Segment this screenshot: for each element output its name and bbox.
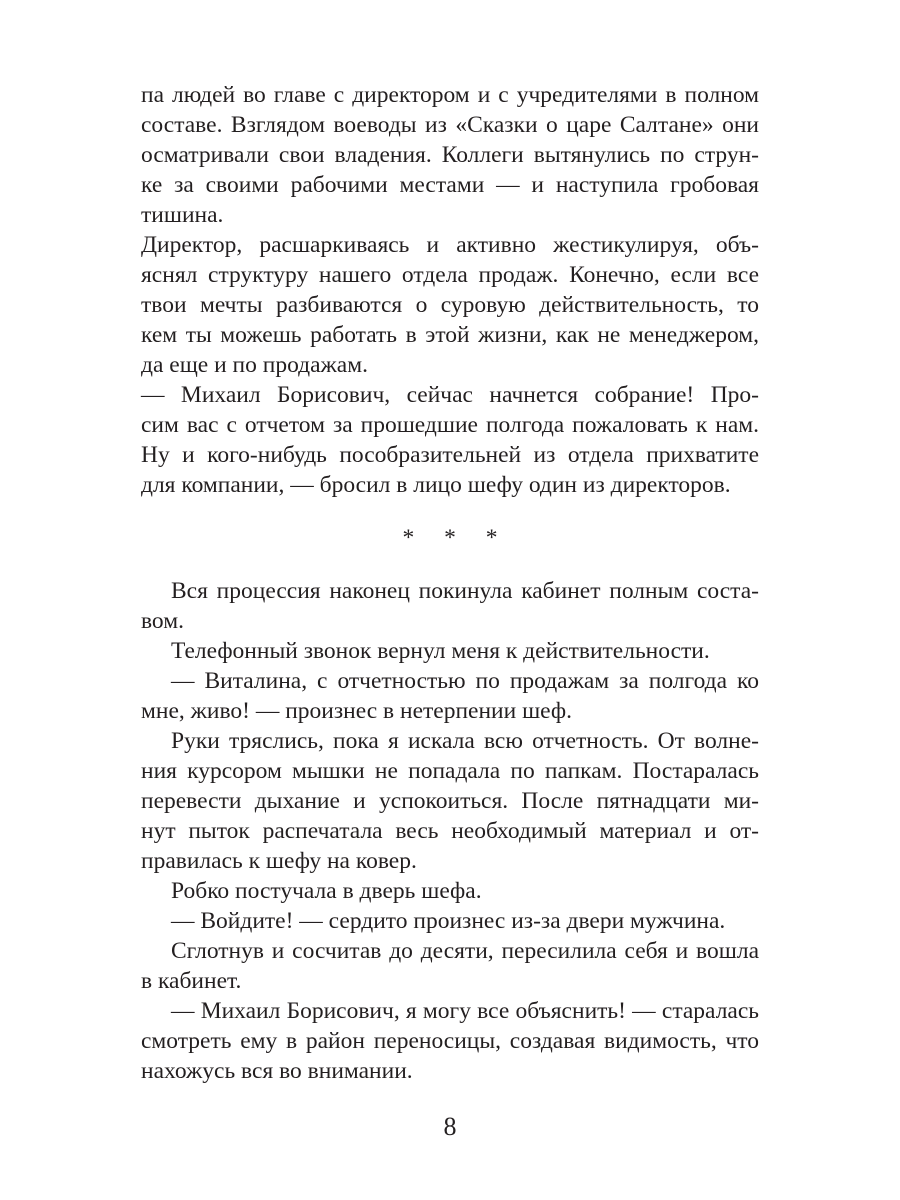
text-line: вом.: [141, 608, 184, 634]
text-line: составе. Взглядом воеводы из «Сказки о царе Салтане» они: [141, 112, 759, 138]
text-line: осматривали свои владения. Коллеги вытянулись по струн-: [141, 142, 759, 168]
paragraph: [141, 996, 759, 1086]
text-line: — Михаил Борисович, сейчас начнется собрание! Про-: [141, 382, 759, 408]
text-line: для компании, — бросил в лицо шефу один из директоров.: [141, 472, 731, 498]
paragraph: [141, 576, 759, 636]
text-line: — Михаил Борисович, я могу все объяснить! — старалась: [171, 998, 759, 1024]
paragraph: [141, 726, 759, 876]
text-line: перевести дыхание и успокоиться. После пятнадцати ми-: [141, 788, 759, 814]
text-block-bottom: [141, 576, 759, 1086]
paragraph: [141, 906, 759, 936]
text-line: мне, живо! — произнес в нетерпении шеф.: [141, 698, 572, 724]
text-line: па людей во главе с директором и с учредителями в полном: [141, 82, 759, 108]
text-line: твои мечты разбиваются о суровую действительность, то: [141, 292, 759, 318]
text-line: тишина.: [141, 202, 224, 228]
text-line: Директор, расшаркиваясь и активно жестикулируя, объ-: [141, 232, 759, 258]
text-line: правилась к шефу на ковер.: [141, 848, 417, 874]
text-line: смотреть ему в район переносицы, создавая видимость, что: [141, 1028, 759, 1054]
text-line: нахожусь вся во внимании.: [141, 1058, 413, 1084]
text-line: — Войдите! — сердито произнес из-за двери мужчина.: [171, 908, 726, 934]
text-line: кем ты можешь работать в этой жизни, как не менеджером,: [141, 322, 759, 348]
text-line: в кабинет.: [141, 968, 242, 994]
paragraph: [141, 80, 759, 230]
paragraph: [141, 380, 759, 500]
text-line: Робко постучала в дверь шефа.: [171, 878, 482, 904]
text-line: яснял структуру нашего отдела продаж. Конечно, если все: [141, 262, 759, 288]
paragraph: [141, 876, 759, 906]
page-number: 8: [443, 1112, 457, 1141]
section-separator: * * *: [402, 525, 510, 551]
text-line: Сглотнув и сосчитав до десяти, пересилила себя и вошла: [171, 938, 759, 964]
paragraph: [141, 230, 759, 380]
text-line: Телефонный звонок вернул меня к действительности.: [171, 638, 710, 664]
text-block-top: [141, 80, 759, 500]
text-line: — Виталина, с отчетностью по продажам за полгода ко: [171, 668, 759, 694]
page-body: [141, 80, 759, 1086]
text-line: нут пыток распечатала весь необходимый материал и от-: [141, 818, 759, 844]
text-line: ке за своими рабочими местами — и наступила гробовая: [141, 172, 759, 198]
paragraph: [141, 636, 759, 666]
text-line: да еще и по продажам.: [141, 352, 368, 378]
text-line: Руки тряслись, пока я искала всю отчетность. От волне-: [171, 728, 759, 754]
text-line: сим вас с отчетом за прошедшие полгода пожаловать к нам.: [141, 412, 759, 438]
paragraph: [141, 936, 759, 996]
paragraph: [141, 666, 759, 726]
text-line: Ну и кого-нибудь пособразительней из отдела прихватите: [141, 442, 759, 468]
text-line: Вся процессия наконец покинула кабинет полным соста-: [171, 578, 759, 604]
text-line: ния курсором мышки не попадала по папкам. Постаралась: [141, 758, 759, 784]
